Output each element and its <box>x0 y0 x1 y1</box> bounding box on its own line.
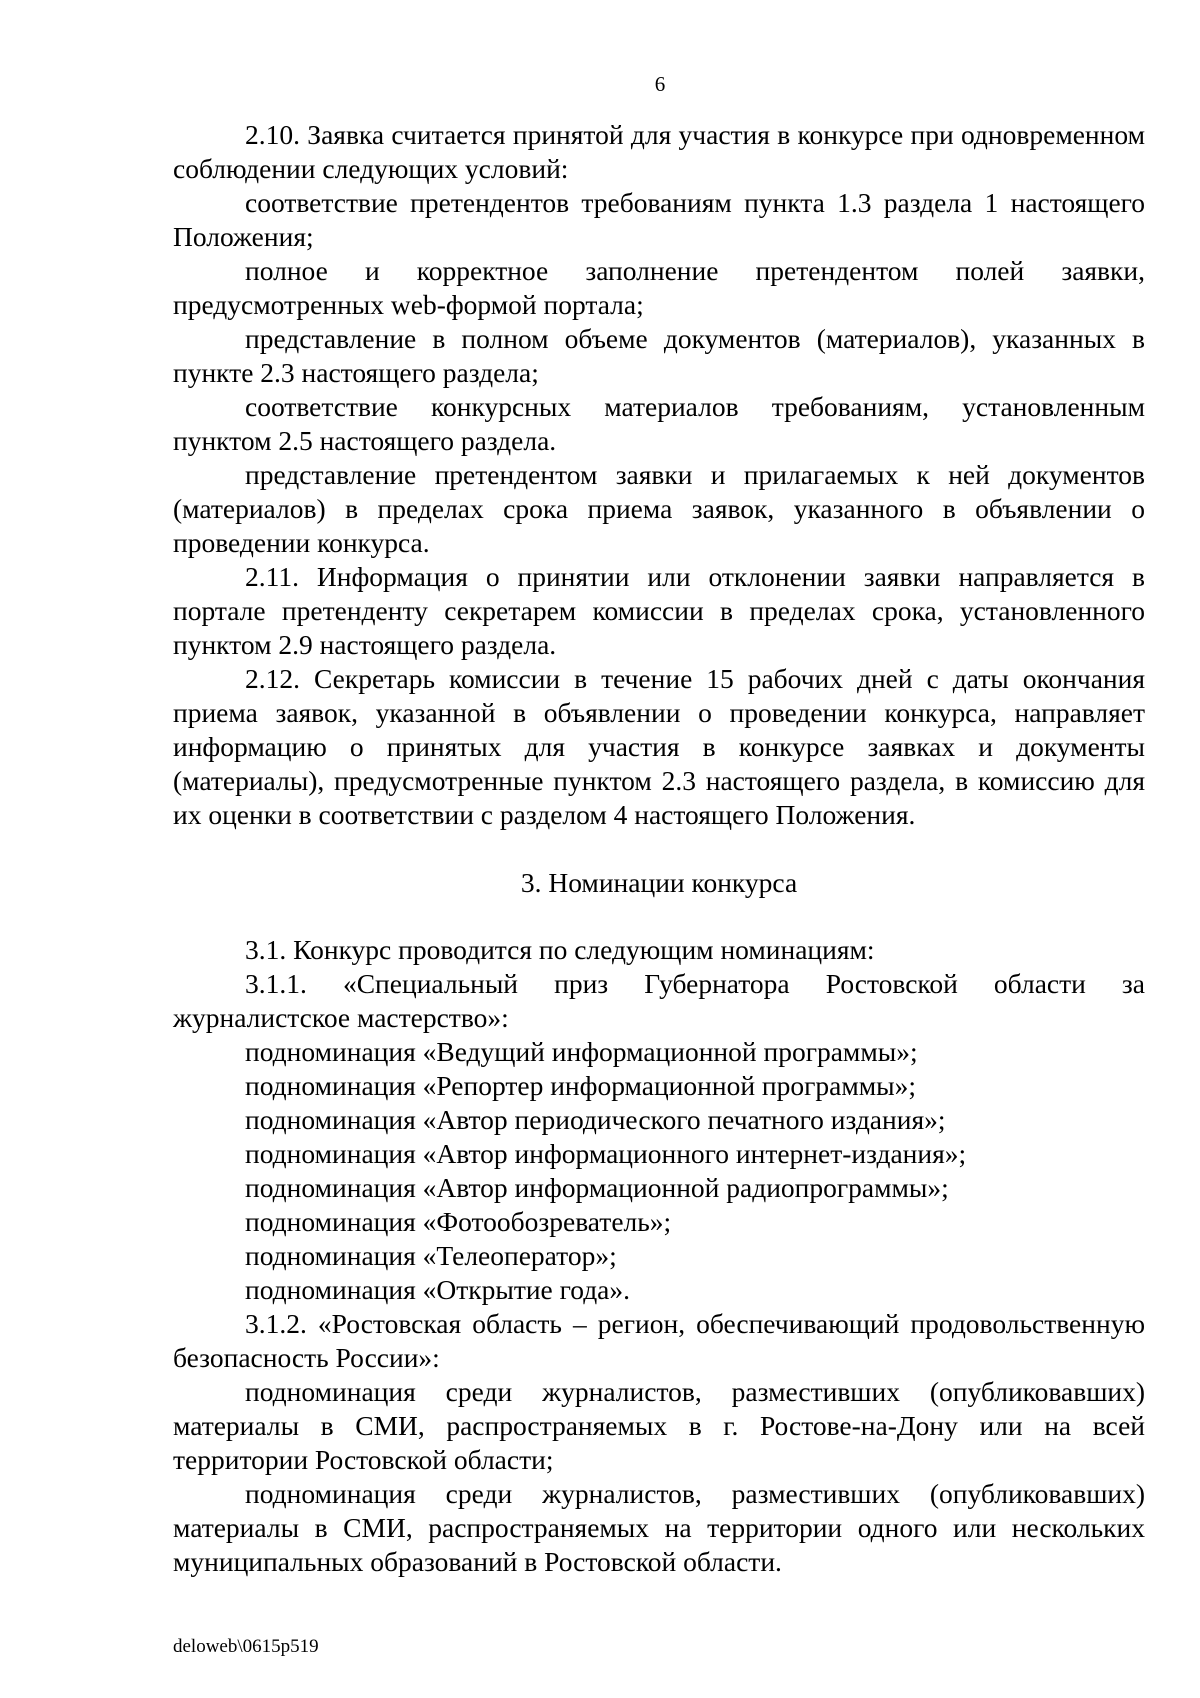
subnomination-item: подноминация «Автор информационного интернет-издания»; <box>245 1138 967 1169</box>
document-code: deloweb\0615p519 <box>173 1636 319 1657</box>
subnomination-item: подноминация «Репортер информационной программы»; <box>245 1070 917 1101</box>
subnomination-item: подноминация «Ведущий информационной программы»; <box>245 1036 918 1067</box>
paragraph-2-10: 2.10. Заявка считается принятой для участия в конкурсе при одновременном соблюдении следующих условий: <box>173 119 1145 184</box>
subnomination-item: подноминация «Открытие года». <box>245 1274 631 1305</box>
subnomination-item: подноминация «Телеоператор»; <box>245 1240 617 1271</box>
section-3-heading: 3. Номинации конкурса <box>520 867 798 898</box>
condition-requirements: соответствие претендентов требованиям пункта 1.3 раздела 1 настоящего Положения; <box>173 187 1145 252</box>
paragraph-2-11: 2.11. Информация о принятии или отклонении заявки направляется в портале претенденту секретарем комиссии в пределах срока, установленного пунктом 2.9 настоящего раздела. <box>173 561 1145 660</box>
subnomination-item: подноминация «Фотообозреватель»; <box>245 1206 672 1237</box>
paragraph-2-12: 2.12. Секретарь комиссии в течение 15 рабочих дней с даты окончания приема заявок, указанной в объявлении о проведении конкурса, направляет информацию о принятых для участия в конкурсе заявках и документы (материалы), предусмотренные пунктом 2.3 настоящего раздела, в комиссию для их оценки в соответствии с разделом 4 настоящего Положения. <box>173 663 1145 830</box>
subnomination-item: подноминация «Автор информационной радиопрограммы»; <box>245 1172 949 1203</box>
condition-documents: представление в полном объеме документов (материалов), указанных в пункте 2.3 настоящего раздела; <box>173 323 1145 388</box>
document-body <box>173 118 1145 1579</box>
condition-deadline: представление претендентом заявки и прилагаемых к ней документов (материалов) в пределах срока приема заявок, указанного в объявлении о проведении конкурса. <box>173 459 1145 558</box>
subnomination-item: подноминация «Автор периодического печатного издания»; <box>245 1104 946 1135</box>
condition-materials: соответствие конкурсных материалов требованиям, установленным пунктом 2.5 настоящего раздела. <box>173 391 1145 456</box>
subnomination-item: подноминация среди журналистов, разместивших (опубликовавших) материалы в СМИ, распространяемых на территории одного или нескольких муниципальных образований в Ростовской области. <box>173 1478 1145 1577</box>
page-number: 6 <box>654 72 666 96</box>
paragraph-3-1-1: 3.1.1. «Специальный приз Губернатора Ростовской области за журналистское мастерство»: <box>173 968 1145 1033</box>
paragraph-3-1-2: 3.1.2. «Ростовская область – регион, обеспечивающий продовольственную безопасность России»: <box>173 1308 1145 1373</box>
condition-form-fields: полное и корректное заполнение претендентом полей заявки, предусмотренных web-формой портала; <box>173 255 1145 320</box>
paragraph-3-1: 3.1. Конкурс проводится по следующим номинациям: <box>245 934 875 965</box>
subnomination-item: подноминация среди журналистов, разместивших (опубликовавших) материалы в СМИ, распространяемых в г. Ростове-на-Дону или на всей территории Ростовской области; <box>173 1376 1145 1475</box>
